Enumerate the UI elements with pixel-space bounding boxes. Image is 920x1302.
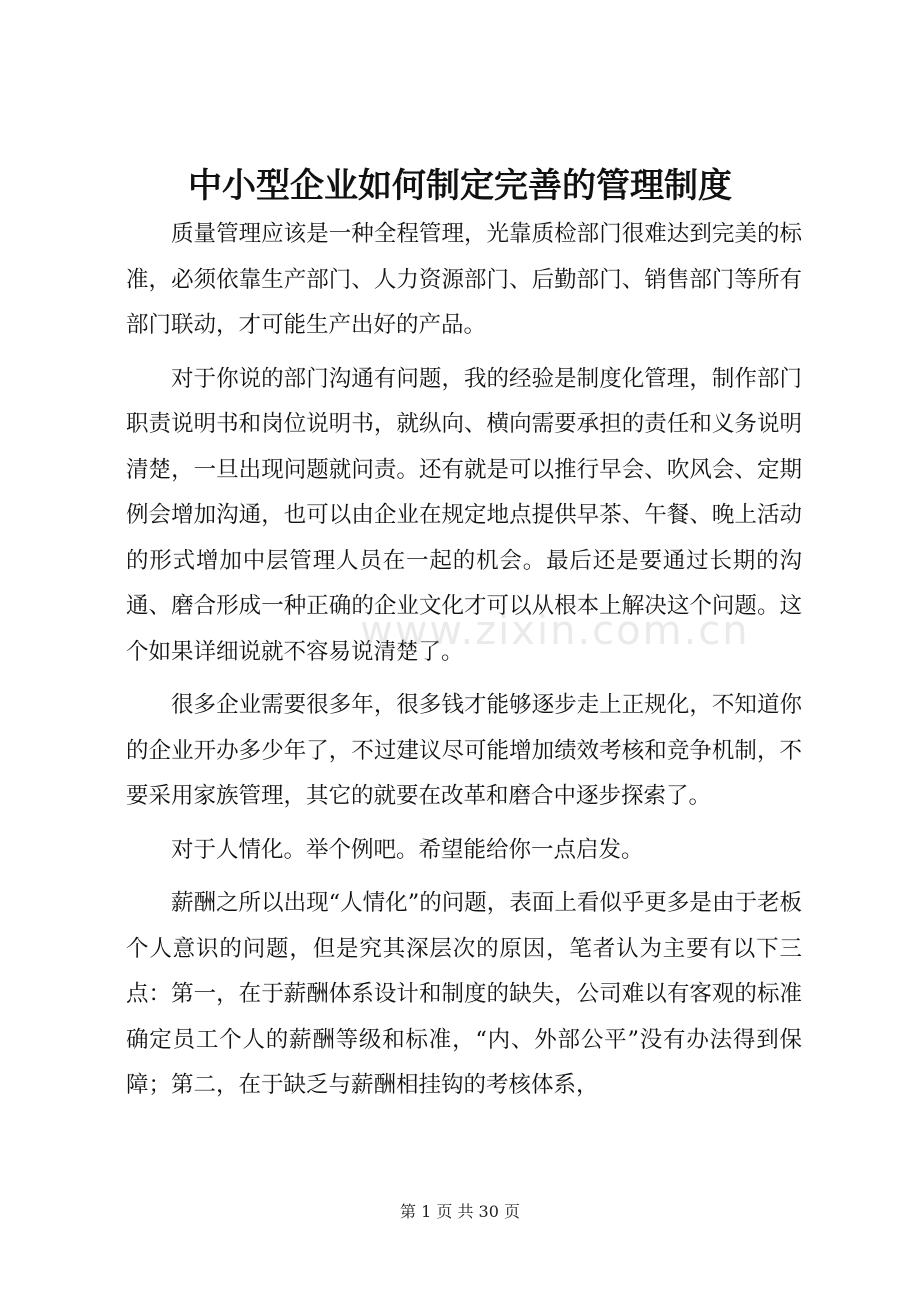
document-title: 中小型企业如何制定完善的管理制度 [188,166,732,206]
paragraph: 对于人情化。举个例吧。希望能给你一点启发。 [171,836,644,863]
document-body [126,212,802,1117]
watermark: www.zixin.com.cn [360,608,750,654]
paragraph: 对于你说的部门沟通有问题，我的经验是制度化管理，制作部门职责说明书和岗位说明书，就纵向、横向需要承担的责任和义务说明清楚，一旦出现问题就问责。还有就是可以推行早会、吹风会、定期例会增加沟通，也可以由企业在规定地点提供早茶、午餐、晚上活动的形式增加中层管理人员在一起的机会。最后还是要通过长期的沟通、磨合形成一种正确的企业文化才可以从根本上解决这个问题。这个如果详细说就不容易说清楚了。 [126,365,802,665]
paragraph: 很多企业需要很多年，很多钱才能够逐步走上正规化，不知道你的企业开办多少年了，不过建议尽可能增加绩效考核和竞争机制，不要采用家族管理，其它的就要在改革和磨合中逐步探索了。 [126,692,802,809]
paragraph: 质量管理应该是一种全程管理，光靠质检部门很难达到完美的标准，必须依靠生产部门、人力资源部门、后勤部门、销售部门等所有部门联动，才可能生产出好的产品。 [126,221,802,338]
paragraph: 薪酬之所以出现“人情化”的问题，表面上看似乎更多是由于老板个人意识的问题，但是究其深层次的原因，笔者认为主要有以下三点：第一，在于薪酬体系设计和制度的缺失，公司难以有客观的标准确定员工个人的薪酬等级和标准，“内、外部公平”没有办法得到保障；第二，在于缺乏与薪酬相挂钩的考核体系， [126,890,802,1098]
page-footer: 第 1 页 共 30 页 [400,1202,520,1221]
